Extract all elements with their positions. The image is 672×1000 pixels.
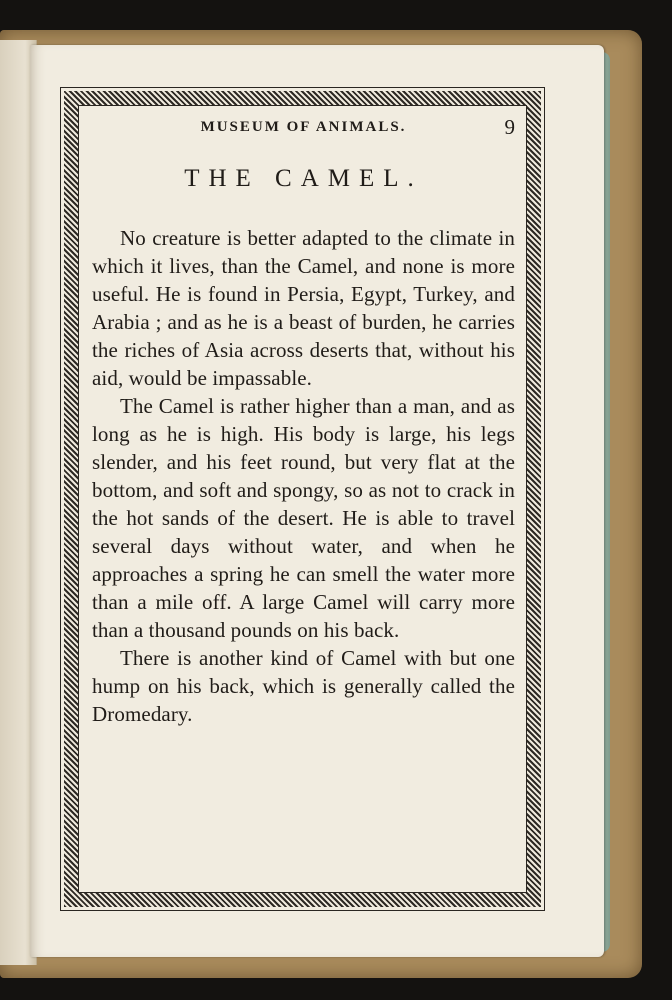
page-text-block: [92, 112, 515, 728]
running-head-text: MUSEUM OF ANIMALS.: [200, 119, 407, 135]
paragraph-2: The Camel is rather higher than a man, and as long as he is high. His body is large, his legs slender, and his feet round, but very flat at the bottom, and soft and spongy, so as not to crack in the hot sands of the desert. He is able to travel several days without water, and when he approaches a spring he can smell the water more than a mile off. A large Camel will carry more than a thousand pounds on his back.: [92, 394, 515, 642]
running-head: [92, 112, 515, 142]
paragraph-1: No creature is better adapted to the climate in which it lives, than the Camel, and none is more useful. He is found in Persia, Egypt, Turkey, and Arabia ; and as he is a beast of burden, he carries the riches of Asia across deserts that, without his aid, would be impassable.: [92, 226, 515, 390]
page-number: 9: [504, 115, 515, 139]
paragraph-3: There is another kind of Camel with but one hump on his back, which is generally called the Dromedary.: [92, 646, 515, 726]
chapter-title: THE CAMEL.: [184, 165, 423, 192]
